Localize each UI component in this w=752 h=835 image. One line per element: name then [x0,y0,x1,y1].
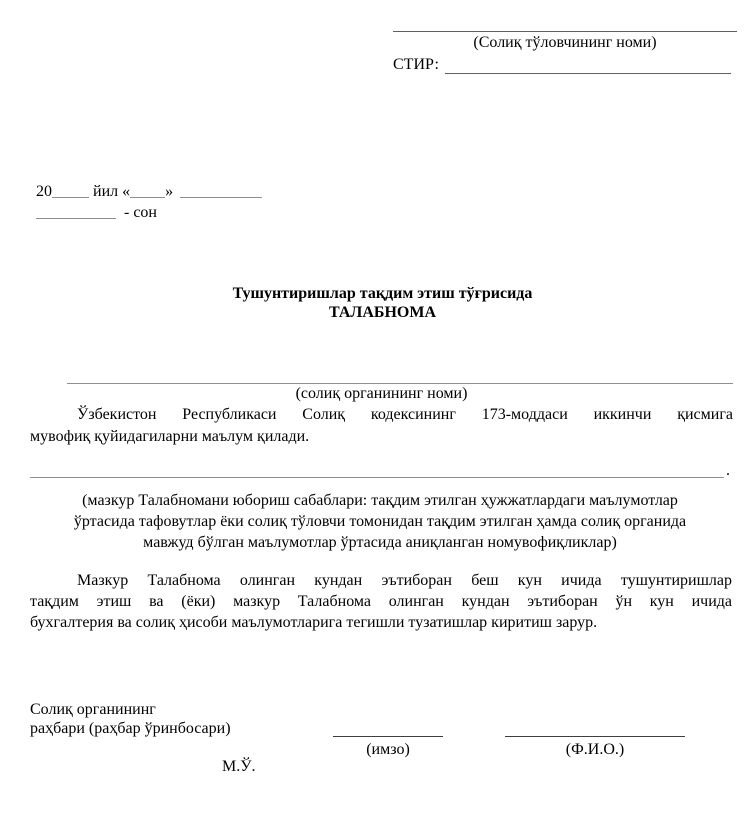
title-main: ТАЛАБНОМА [328,303,437,321]
reasons-caption-line: ўртасида тафовутлар ёки солиқ тўловчи томонидан тақдим этилган ҳамда солиқ органида [73,513,687,530]
yil-label: йил [93,183,119,200]
date-block [36,181,262,223]
obligation-line: бухгалтерия ва солиқ ҳисоби маълумотларига тегишли тузатишлар киритиш зарур. [30,614,598,631]
fullname-caption: (Ф.И.О.) [565,741,625,758]
date-line [36,181,262,202]
obligation-line: тақдим этиш ва (ёки) мазкур Талабнома олинган кундан эътиборан ўн кун ичида [30,593,732,610]
reasons-caption-line: (мазкур Талабномани юбориш сабаблари: тақдим этилган ҳужжатлардаги маълумотлар [82,492,678,509]
org-section [30,369,733,447]
number-line [36,202,262,223]
signature-section [30,701,735,801]
reasons-caption-line: мавжуд бўлган маълумотлар ўртасида аниқланган номувофиқликлар) [143,534,617,551]
obligation-line: Мазкур Талабнома олинган кундан эътиборан беш кун ичида тушунтиришлар [77,572,732,589]
stir-label: СТИР: [393,56,439,73]
day-field[interactable] [130,183,165,198]
fullname-field[interactable] [505,722,685,737]
intro-paragraph-line: мувофиқ қуйидагиларни маълум қилади. [30,427,310,445]
year-field[interactable] [52,183,89,198]
signer-title-line: раҳбари (раҳбар ўринбосари) [30,719,231,737]
taxpayer-name-caption: (Солиқ тўловчининг номи) [473,34,657,51]
year-prefix: 20 [36,183,52,200]
signature-caption: (имзо) [366,741,410,758]
open-quote: « [122,183,131,200]
obligation-paragraph [30,570,732,633]
signer-title-line: Солиқ органининг [30,701,156,718]
taxpayer-header [393,16,737,74]
reasons-section [30,463,730,553]
reasons-field[interactable] [30,463,724,478]
stir-field[interactable] [445,56,731,74]
rule-period: . [726,462,730,479]
org-name-field[interactable] [67,369,733,384]
reasons-caption [30,490,730,553]
son-suffix: - сон [124,204,157,221]
intro-paragraph-line: Ўзбекистон Республикаси Солиқ кодексининг 173-моддаси иккинчи қисмига [77,406,733,423]
close-quote: » [165,183,174,200]
reasons-rule-row [30,463,730,478]
doc-number-field[interactable] [36,204,116,219]
taxpayer-name-field[interactable] [393,16,737,32]
org-name-caption: (солиқ органининг номи) [295,385,468,402]
document-title [30,285,735,322]
month-field[interactable] [180,183,262,198]
signature-field[interactable] [333,722,443,737]
stir-row [393,55,737,74]
title-subject: Тушунтиришлар тақдим этиш тўғрисида [232,285,533,302]
stamp-place-label: М.Ў. [222,758,256,775]
